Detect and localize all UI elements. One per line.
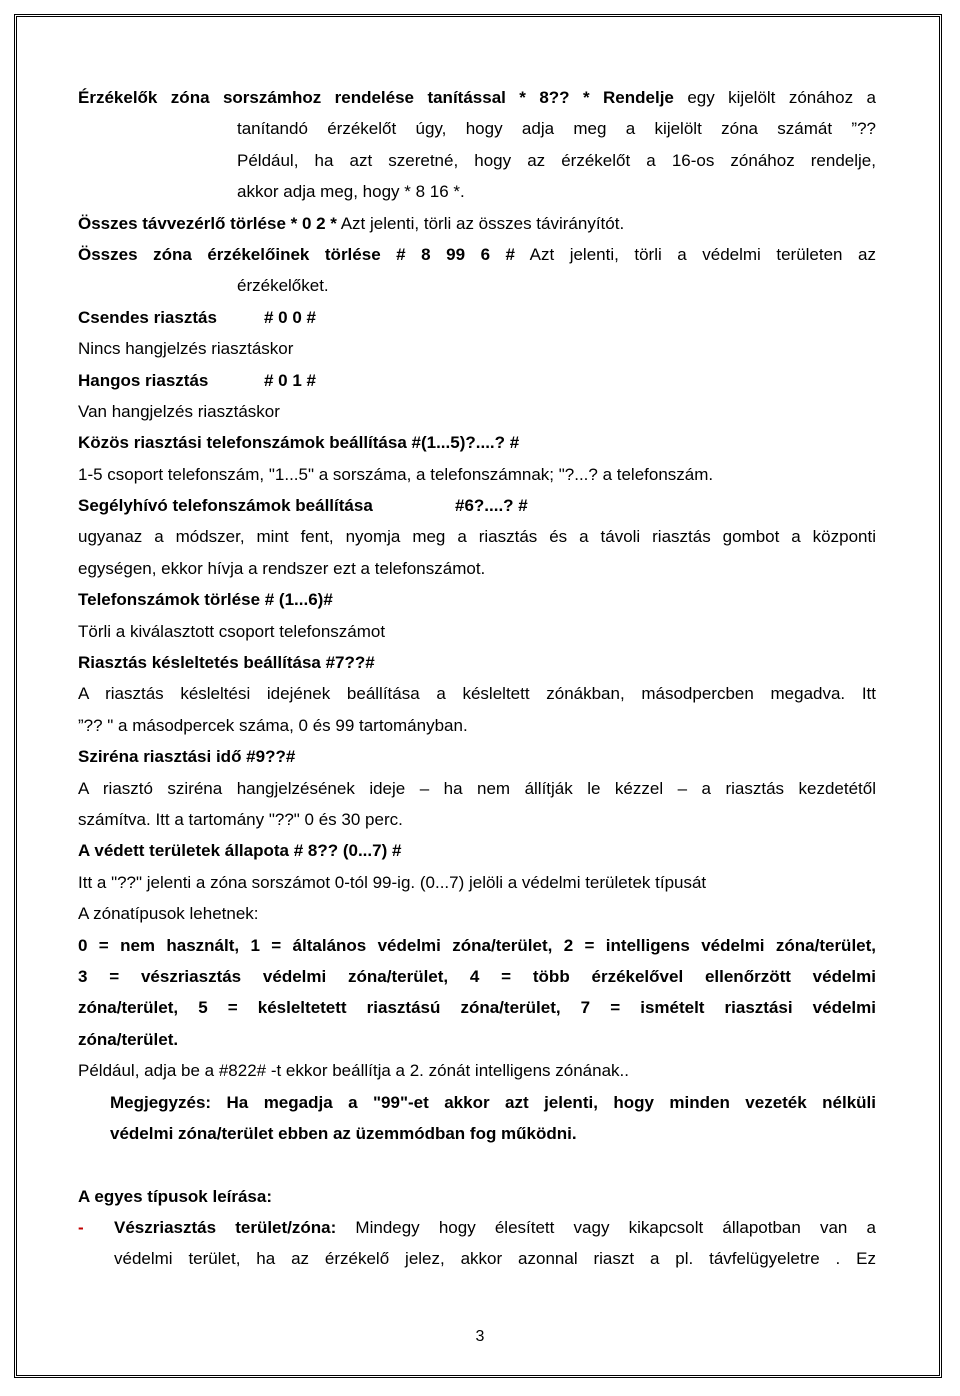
heading-text: Sziréna riasztási idő #9??#	[78, 747, 296, 767]
text-line	[78, 1024, 876, 1055]
bold-text: Vészriasztás terület/zóna:	[114, 1218, 337, 1238]
heading-line	[78, 365, 876, 396]
heading-label: Csendes riasztás	[78, 307, 217, 327]
heading-text: Telefonszámok törlése # (1...6)#	[78, 590, 333, 610]
heading-line	[78, 427, 876, 458]
heading-text: Riasztás késleltetés beállítása #7??#	[78, 653, 375, 673]
list-bullet: -	[78, 1218, 84, 1238]
list-item	[78, 1212, 876, 1243]
bold-text: zóna/terület.	[78, 1029, 179, 1049]
note-line	[78, 1118, 876, 1149]
text-line	[78, 521, 876, 552]
text-line	[78, 396, 876, 427]
spacer	[78, 1149, 876, 1180]
text: számítva. Itt a tartomány "??" 0 és 30 perc.	[78, 809, 403, 829]
heading-text: A védett területek állapota # 8?? (0...7) #	[78, 841, 402, 861]
heading-code: # 0 1 #	[264, 370, 316, 390]
note-line	[78, 1087, 876, 1118]
list-item-continuation	[78, 1243, 876, 1274]
heading-label: Segélyhívó telefonszámok beállítása	[78, 496, 373, 516]
heading-line	[78, 302, 876, 333]
page-number: 3	[475, 1328, 485, 1345]
text-line	[78, 208, 876, 239]
text: érzékelőket.	[237, 276, 329, 296]
heading-label: Hangos riasztás	[78, 370, 209, 390]
bold-text: Érzékelők zóna sorszámhoz rendelése tanítással * 8?? * Rendelje	[78, 88, 674, 107]
heading-line	[78, 647, 876, 678]
text-line	[78, 773, 876, 804]
heading-text: A egyes típusok leírása:	[78, 1186, 273, 1206]
heading-line	[78, 1181, 876, 1212]
heading-line	[78, 741, 876, 772]
heading-code: # 0 0 #	[264, 307, 316, 327]
heading-text: Közös riasztási telefonszámok beállítása #(1...5)?....? #	[78, 433, 520, 453]
text-line	[78, 176, 876, 207]
text-line	[78, 992, 876, 1023]
text: akkor adja meg, hogy * 8 16 *.	[237, 182, 465, 202]
bold-text: 0 = nem használt, 1 = általános védelmi zóna/terület, 2 = intelligens védelmi zóna/terület,	[78, 935, 876, 955]
text-line	[78, 82, 876, 113]
text: Azt jelenti, törli az összes távirányítót.	[336, 213, 625, 233]
text-line	[78, 616, 876, 647]
note-text: Megjegyzés: Ha megadja a "99"-et akkor azt jelenti, hogy minden vezeték nélküli	[110, 1092, 876, 1112]
text: Mindegy hogy élesített vagy kikapcsolt állapotban van a	[336, 1218, 876, 1238]
document-body	[78, 82, 876, 1275]
heading-code: #6?....? #	[455, 496, 528, 516]
note-text: védelmi zóna/terület ebben az üzemmódban fog működni.	[110, 1123, 577, 1143]
text-line	[78, 270, 876, 301]
text: egységen, ekkor hívja a rendszer ezt a telefonszámot.	[78, 558, 486, 578]
text: Van hangjelzés riasztáskor	[78, 401, 280, 421]
text: A riasztó sziréna hangjelzésének ideje – ha nem állítják le kézzel – a riasztás kezdetétől	[78, 778, 876, 798]
text: ”?? " a másodpercek száma, 0 és 99 tartományban.	[78, 715, 468, 735]
text-line	[78, 804, 876, 835]
text-line	[78, 553, 876, 584]
text-line	[78, 710, 876, 741]
text: Törli a kiválasztott csoport telefonszámot	[78, 621, 386, 641]
text: Azt jelenti, törli a védelmi területen az	[515, 244, 876, 264]
text: ugyanaz a módszer, mint fent, nyomja meg a riasztás és a távoli riasztás gombot a központi	[78, 527, 876, 547]
text: tanítandó érzékelőt úgy, hogy adja meg a kijelölt zóna számát ”??	[237, 119, 876, 139]
bold-text: zóna/terület, 5 = késleltetett riasztású zóna/terület, 7 = ismételt riasztási védelmi	[78, 998, 876, 1018]
text: A riasztás késleltési idejének beállítása a késleltett zónákban, másodpercben megadva. Itt	[78, 684, 876, 704]
text: Például, ha azt szeretné, hogy az érzékelőt a 16-os zónához rendelje,	[237, 150, 876, 170]
text-line	[78, 930, 876, 961]
bold-text: 3 = vészriasztás védelmi zóna/terület, 4 = több érzékelővel ellenőrzött védelmi	[78, 966, 876, 986]
text-line	[78, 1055, 876, 1086]
text-line	[78, 239, 876, 270]
text: Például, adja be a #822# -t ekkor beállítja a 2. zónát intelligens zónának..	[78, 1061, 629, 1081]
text: Itt a "??" jelenti a zóna sorszámot 0-tól 99-ig. (0...7) jelöli a védelmi területek típusát	[78, 872, 707, 892]
text: védelmi terület, ha az érzékelő jelez, akkor azonnal riaszt a pl. távfelügyeletre . Ez	[114, 1249, 876, 1269]
text: egy kijelölt zónához a	[673, 88, 876, 107]
bold-text: Összes távvezérlő törlése * 0 2 *	[78, 213, 337, 233]
heading-line	[78, 490, 876, 521]
bold-text: Összes zóna érzékelőinek törlése # 8 99 6 #	[78, 244, 516, 264]
text-line	[78, 867, 876, 898]
text-line	[78, 145, 876, 176]
text-line	[78, 961, 876, 992]
text-line	[78, 459, 876, 490]
heading-line	[78, 584, 876, 615]
text-line	[78, 898, 876, 929]
text-line	[78, 678, 876, 709]
text-line	[78, 333, 876, 364]
text: A zónatípusok lehetnek:	[78, 904, 259, 924]
heading-line	[78, 835, 876, 866]
text-line	[78, 113, 876, 144]
text: Nincs hangjelzés riasztáskor	[78, 339, 294, 359]
text: 1-5 csoport telefonszám, "1...5" a sorszáma, a telefonszámnak; "?...? a telefonszám.	[78, 464, 714, 484]
